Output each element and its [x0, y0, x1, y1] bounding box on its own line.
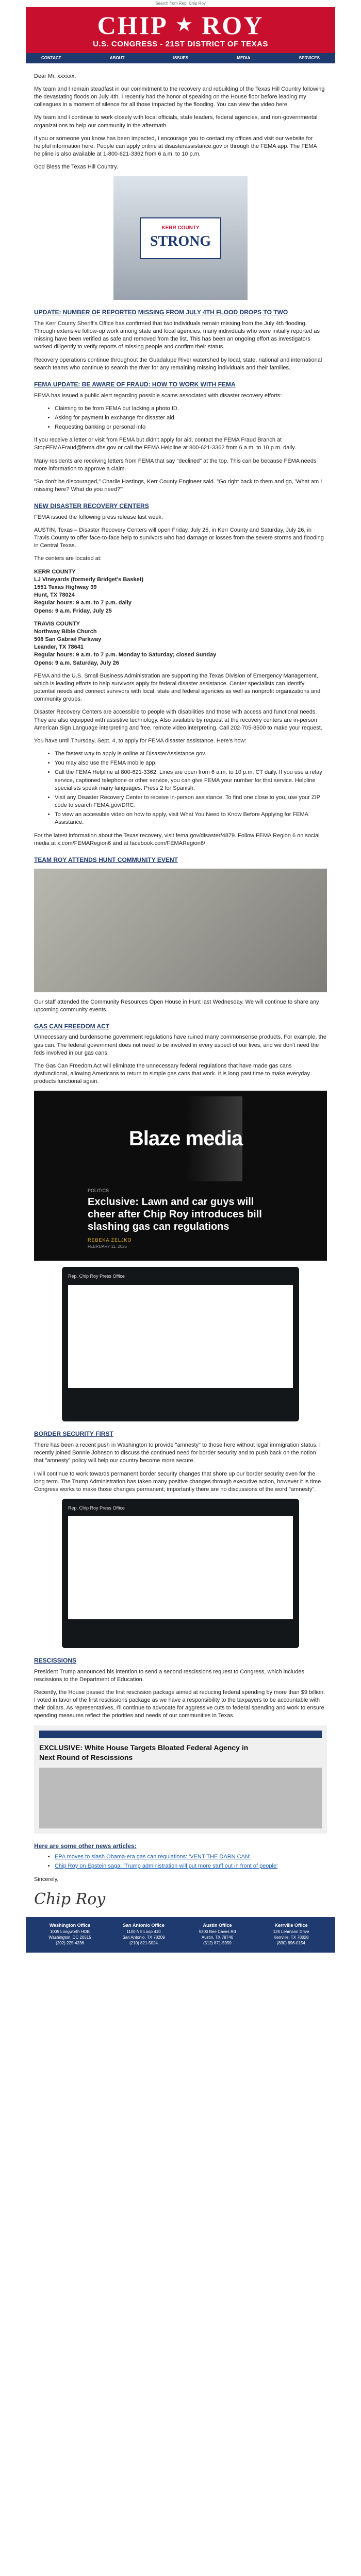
blaze-headline: Exclusive: Lawn and car guys will cheer after Chip Roy introduces bill slashing gas can regulations [88, 1196, 262, 1233]
office-name: Kerrville Office [274, 1923, 308, 1928]
section-title-event: TEAM ROY ATTENDS HUNT COMMUNITY EVENT [34, 856, 178, 863]
news-headline: EXCLUSIVE: White House Targets Bloated Federal Agency in Next Round of Rescissions [39, 1743, 249, 1761]
office-name: Washington Office [49, 1923, 91, 1928]
blaze-byline: REBEKA ZELJKO [88, 1238, 132, 1243]
content [26, 63, 335, 1910]
nav-services[interactable]: SERVICES [299, 56, 320, 61]
section-title-border: BORDER SECURITY FIRST [34, 1430, 113, 1438]
center-name: LJ Vineyards (formerly Bridget's Basket) [34, 576, 144, 583]
news-masthead-bar [39, 1731, 322, 1738]
tweet-screenshot[interactable] [62, 1499, 299, 1648]
tweet-screenshot[interactable] [62, 1267, 299, 1421]
nav-media[interactable]: MEDIA [237, 56, 251, 61]
office-name: Austin Office [203, 1923, 232, 1928]
event-para: Our staff attended the Community Resources Open House in Hunt last Wednesday. We will continue to share any upcoming community events. [34, 998, 319, 1013]
strong-sign-line2: STRONG [150, 233, 211, 249]
news-photo [39, 1768, 322, 1828]
gas-para-1: Unnecessary and burdensome government regulations have ruined many commonsense products. For example, the gas can. The federal government does not need to be involved in every aspect of our lives, and we don't need the feds involved in our gas cans. [34, 1034, 326, 1056]
kerr-county-strong-photo [113, 176, 248, 300]
office-phone: (830) 896-0154 [277, 1940, 305, 1945]
nav-about[interactable]: ABOUT [109, 56, 125, 61]
center-hours: Regular hours: 9 a.m. to 7 p.m. daily [34, 600, 132, 606]
office-austin [180, 1922, 254, 1946]
center-street: 508 San Gabriel Parkway [34, 636, 102, 643]
section-title-fema-scam: FEMA UPDATE: BE AWARE OF FRAUD: HOW TO WORK WITH FEMA [34, 380, 236, 388]
section-title-gas: GAS CAN FREEDOM ACT [34, 1022, 110, 1030]
office-line: 125 Lehmann Drive [273, 1929, 309, 1935]
blaze-date: FEBRUARY 11, 2025 [88, 1244, 127, 1249]
list-item: • Asking for payment in exchange for disaster aid [55, 414, 327, 422]
office-phone: (210) 821-5024 [129, 1940, 158, 1945]
drc-intro: FEMA issued the following press release last week: [34, 514, 163, 520]
office-line: 1005 Longworth HOB [50, 1929, 90, 1935]
signature: Chip Roy [34, 1890, 106, 1908]
intro-para-2: My team and I continue to work closely with local officials, state leaders, federal agencies, and non-governmental organizations to help our community in the aftermath. [34, 114, 318, 129]
nav-issues[interactable]: ISSUES [173, 56, 189, 61]
list-item: • Claiming to be from FEMA but lacking a photo ID. [55, 405, 327, 413]
office-line: Austin, TX 78746 [201, 1935, 234, 1940]
footer-offices [26, 1917, 335, 1953]
office-line: San Antonio, TX 78209 [122, 1935, 165, 1940]
border-para-1: There has been a recent push in Washington to provide "amnesty" to those here without legal immigration status. I recently joined Bonnie Johnson to discuss the continued need for border security and to push back on the notion that "amnesty" policy will help our country become more secure. [34, 1442, 321, 1464]
center-name: Northway Bible Church [34, 628, 97, 635]
center-county: KERR COUNTY [34, 568, 76, 575]
section-title-missing: UPDATE: NUMBER OF REPORTED MISSING FROM JULY 4TH FLOOD DROPS TO TWO [34, 309, 288, 316]
center-kerr [34, 568, 327, 615]
blaze-media-article-image[interactable] [34, 1091, 327, 1261]
nav-contact[interactable]: CONTACT [41, 56, 61, 61]
border-para-2: I will continue to work towards permanent border security changes that shore up our border security even for the long term. The Trump Administration has taken many positive changes through executive action, however it is time Congress works to make those changes permanent; importantly there are no discussions of the word "amnesty". [34, 1470, 321, 1493]
list-item: • Requesting banking or personal info [55, 423, 327, 431]
list-item [55, 1853, 327, 1861]
office-phone: (512) 871-5959 [203, 1940, 232, 1945]
list-item: • Call the FEMA Helpline at 800-621-3362. Lines are open from 6 a.m. to 10 p.m. CT daily. If you use a relay service, captioned telephone or other service, you can give FEMA your number for that service. Helpline specialists speak many languages. Press 2 for Spanish. [55, 769, 327, 792]
drc-para-1: FEMA and the U.S. Small Business Administration are supporting the Texas Division of Emergency Management, which is leading efforts to help survivors apply for federal disaster assistance. Center specialists can identify potential needs and connect survivors with local, state and federal agencies as well as nonprofit organizations and community groups. [34, 672, 321, 703]
office-phone: (202) 225-4236 [56, 1940, 84, 1945]
section-title-rescissions: RESCISSIONS [34, 1657, 77, 1665]
missing-para-2: Recovery operations continue throughout the Guadalupe River watershed by local, state, national and international search teams who continue to search the river for any remaining missing individuals and their families. [34, 357, 322, 371]
signoff: Sincerely, [34, 1876, 59, 1883]
tweet-author: Rep. Chip Roy Press Office [68, 1505, 125, 1511]
list-item: • You may also use the FEMA mobile app. [55, 759, 327, 767]
masthead-subtitle: U.S. CONGRESS - 21ST DISTRICT OF TEXAS [93, 40, 268, 48]
fema-scam-list [55, 405, 327, 432]
fema-scam-intro: FEMA has issued a public alert regarding possible scams associated with disaster recovery efforts: [34, 392, 282, 399]
apply-howto-list [55, 750, 327, 827]
news-link[interactable]: EPA moves to slash Obama-era gas can regulations: 'VENT THE DARN CAN' [55, 1854, 250, 1860]
greeting: Dear Mr. xxxxxx, [34, 73, 76, 79]
strong-sign [140, 217, 221, 259]
news-link[interactable]: Chip Roy on Epstein saga: 'Trump administration will put more stuff out in front of people' [55, 1863, 278, 1870]
office-name: San Antonio Office [123, 1923, 165, 1928]
list-item: • Visit any Disaster Recovery Center to receive in-person assistance. To find one close to you, use your ZIP code to search FEMA.gov/DRC. [55, 794, 327, 809]
office-line: 1100 NE Loop 410 [126, 1929, 161, 1935]
rescissions-para-1: President Trump announced his intention to send a second rescissions request to Congress, which includes rescissions to the Department of Education. [34, 1668, 305, 1683]
office-washington [33, 1922, 107, 1946]
community-event-photo [34, 869, 327, 992]
masthead [26, 7, 335, 53]
office-line: Kerrville, TX 78028 [273, 1935, 309, 1940]
center-opens: Opens: 9 a.m. Saturday, July 26 [34, 659, 119, 666]
blaze-logo: Blaze media [128, 1127, 243, 1150]
center-opens: Opens: 9 a.m. Friday, July 25 [34, 607, 112, 614]
tweet-attachment [68, 1285, 293, 1388]
center-street: 1551 Texas Highway 39 [34, 584, 97, 590]
star-icon: ★ [176, 15, 194, 35]
rescissions-para-2: Recently, the House passed the first rescission package aimed at reducing federal spending by more than $9 billion. I voted in favor of the first rescissions package as we have a responsibility to the taxpayers to be accountable with their dollars. As representatives, I'll continue to advocate for aggressive cuts to federal spending and work to ensure spending measures reflect the priorities and needs of our communities in Texas. [34, 1689, 325, 1719]
other-news-list [55, 1853, 327, 1870]
tweet-attachment [68, 1516, 293, 1619]
office-kerrville [254, 1922, 328, 1946]
office-san-antonio [107, 1922, 180, 1946]
blaze-kicker: POLITICS [88, 1188, 109, 1194]
list-item: • To view an accessible video on how to apply, visit What You Need to Know Before Applying for FEMA Assistance. [55, 811, 327, 826]
missing-para-1: The Kerr County Sheriff's Office has confirmed that two individuals remain missing from the July 4th flooding. Through extensive follow-up work among state and local agencies, many individuals who were initially reported as missing have been verified as safe and removed from the list. This has been an ongoing effort as investigators worked diligently to verify reports of missing people and confirm their status. [34, 320, 320, 350]
fema-scam-para-3: "So don't be discouraged," Charlie Hastings, Kerr County Engineer said. "Go right back to them and go, 'What am I missing here? What do you need?'" [34, 478, 322, 493]
intro-para-1: My team and I remain steadfast in our commitment to the recovery and rebuilding of the Texas Hill Country following the devastating floods on July 4th. I recently had the honor of speaking on the House floor before leading my colleagues in a moment of silence for all those impacted by the flooding. You can view the video here. [34, 86, 325, 108]
list-item: • The fastest way to apply is online at DisasterAssistance.gov. [55, 750, 327, 758]
center-city: Hunt, TX 78024 [34, 592, 75, 599]
section-title-drc: NEW DISASTER RECOVERY CENTERS [34, 502, 149, 510]
fema-scam-para-1: If you receive a letter or visit from FEMA but didn't apply for aid, contact the FEMA Fraud Branch at StopFEMAFraud@fema.dhs.gov or call the FEMA Helpline at 800-621-3362 from 6 a.m. to 10 p.m. daily. [34, 437, 297, 451]
list-item [55, 1862, 327, 1870]
top-nav [26, 53, 335, 63]
office-line: 5300 Bee Caves Rd [199, 1929, 236, 1935]
center-travis [34, 620, 327, 667]
masthead-name [26, 11, 335, 39]
name-last: ROY [202, 11, 264, 40]
office-line: Washington, DC 20515 [48, 1935, 91, 1940]
email-body [26, 7, 335, 1953]
center-county: TRAVIS COUNTY [34, 620, 80, 627]
fema-scam-para-2: Many residents are receiving letters from FEMA that say "declined" at the top. This can be because FEMA needs more information to approve a claim. [34, 457, 317, 472]
closing-line: God Bless the Texas Hill Country. [34, 164, 118, 171]
news-article-image[interactable] [34, 1725, 327, 1834]
name-first: CHIP [97, 11, 168, 40]
tweet-author: Rep. Chip Roy Press Office [68, 1274, 125, 1279]
center-hours: Regular hours: 9 a.m. to 7 p.m. Monday to Saturday; closed Sunday [34, 652, 217, 658]
strong-sign-line1: KERR COUNTY [161, 225, 200, 231]
drc-para-2: Disaster Recovery Centers are accessible to people with disabilities and those with access and functional needs. They are also equipped with assistive technology. Also available by request at the recovery centers are in-person American Sign Language interpreting and free, remote video interpreting. Call 202-705-8500 to make your request. [34, 709, 322, 731]
preheader: Search from Rep. Chip Roy [155, 1, 206, 6]
gas-para-2: The Gas Can Freedom Act will eliminate the unnecessary federal regulations that have made gas cans dysfunctional, allowing Americans to return to simple gas cans that work. It is long past time to make everyday products functional again. [34, 1062, 310, 1085]
blaze-top [119, 1096, 242, 1181]
drc-para-3: You have until Thursday, Sept. 4, to apply for FEMA disaster assistance. Here's how: [34, 737, 247, 744]
drc-release: AUSTIN, Texas – Disaster Recovery Centers will open Friday, July 25, in Kerr County and Saturday, July 26, in Travis County to offer face-to-face help to survivors who had damage or losses from the severe storms and flooding in Central Texas. [34, 527, 324, 549]
blaze-caption [77, 1181, 284, 1256]
center-city: Leander, TX 78641 [34, 644, 84, 651]
drc-located: The centers are located at: [34, 555, 102, 562]
section-title-other-news: Here are some other news articles: [34, 1842, 137, 1850]
drc-after: For the latest information about the Texas recovery, visit fema.gov/disaster/4879. Follow FEMA Region 6 on social media at x.com/FEMARegion6 and at facebook.com/FEMARegion6/. [34, 832, 320, 846]
intro-para-3: If you or someone you know has been impacted, I encourage you to contact my offices and visit our website for helpful information here. People can apply online at disasterassistance.gov or through the FEMA app. The FEMA helpline is also available at 1-800-621-3362 from 6 a.m. to 10 p.m. [34, 135, 317, 158]
